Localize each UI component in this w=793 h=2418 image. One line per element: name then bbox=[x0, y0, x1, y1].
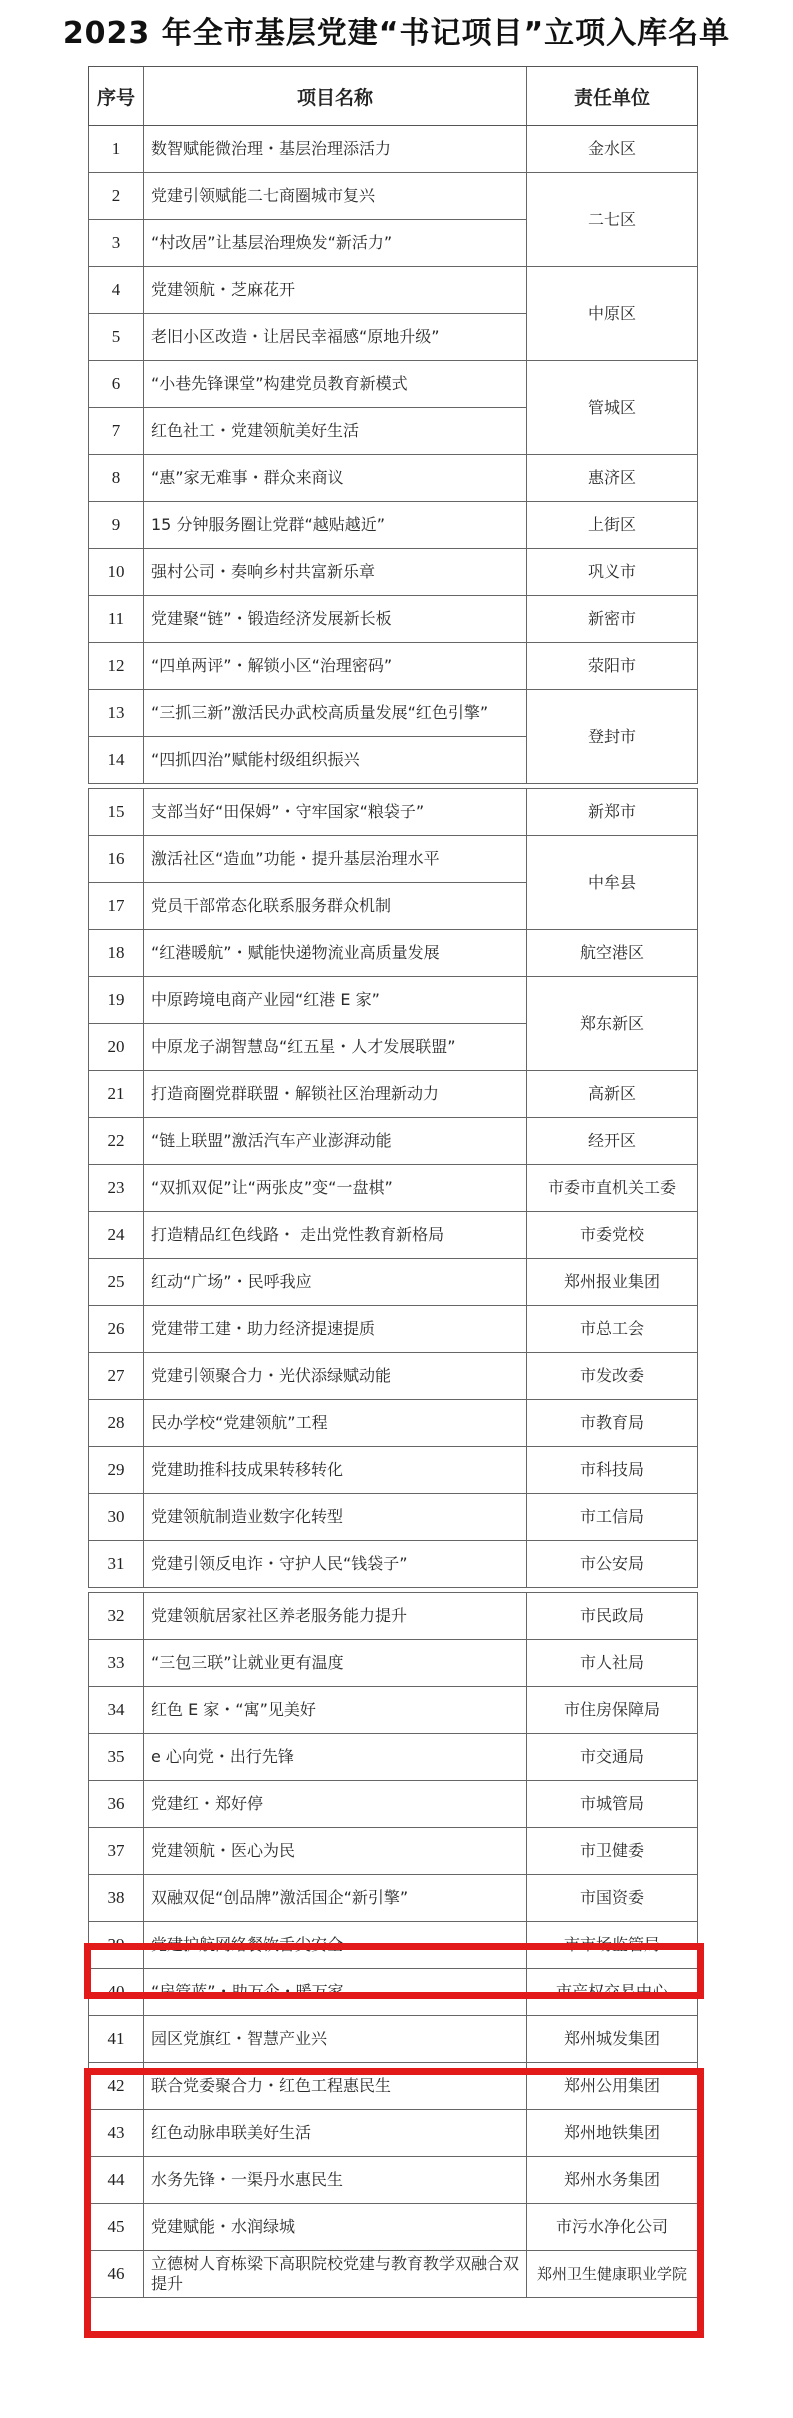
responsible-unit: 惠济区 bbox=[526, 455, 698, 502]
highlight-box-row-38 bbox=[84, 1943, 704, 1999]
responsible-unit: 市城管局 bbox=[526, 1781, 698, 1828]
responsible-unit: 市工信局 bbox=[526, 1494, 698, 1541]
project-number: 3 bbox=[88, 220, 143, 267]
project-name: “链上联盟”激活汽车产业澎湃动能 bbox=[143, 1118, 526, 1165]
project-name: “惠”家无难事・群众来商议 bbox=[143, 455, 526, 502]
project-number: 4 bbox=[88, 267, 143, 314]
responsible-unit: 市公安局 bbox=[526, 1541, 698, 1588]
project-name: 党建领航制造业数字化转型 bbox=[143, 1494, 526, 1541]
project-name: 红动“广场”・民呼我应 bbox=[143, 1259, 526, 1306]
responsible-unit: 新密市 bbox=[526, 596, 698, 643]
project-name: 联合党委聚合力・红色工程惠民生 bbox=[143, 2063, 526, 2110]
section-gap bbox=[88, 784, 698, 789]
project-name: 民办学校“党建领航”工程 bbox=[143, 1400, 526, 1447]
responsible-unit: 郑州卫生健康职业学院 bbox=[526, 2251, 698, 2298]
project-number: 37 bbox=[88, 1828, 143, 1875]
responsible-unit: 中原区 bbox=[526, 267, 698, 361]
project-name: 党建领航居家社区养老服务能力提升 bbox=[143, 1593, 526, 1640]
responsible-unit: 金水区 bbox=[526, 126, 698, 173]
responsible-unit: 市发改委 bbox=[526, 1353, 698, 1400]
responsible-unit: 市委市直机关工委 bbox=[526, 1165, 698, 1212]
project-number: 9 bbox=[88, 502, 143, 549]
project-number: 5 bbox=[88, 314, 143, 361]
project-number: 25 bbox=[88, 1259, 143, 1306]
project-number: 40 bbox=[88, 1969, 143, 2016]
project-name: “四单两评”・解锁小区“治理密码” bbox=[143, 643, 526, 690]
project-name: 党建聚“链”・锻造经济发展新长板 bbox=[143, 596, 526, 643]
project-name: 党建领航・医心为民 bbox=[143, 1828, 526, 1875]
project-name: 红色 E 家・“寓”见美好 bbox=[143, 1687, 526, 1734]
header-no: 序号 bbox=[89, 67, 144, 125]
project-number: 22 bbox=[88, 1118, 143, 1165]
responsible-unit: 航空港区 bbox=[526, 930, 698, 977]
responsible-unit: 管城区 bbox=[526, 361, 698, 455]
responsible-unit: 市产权交易中心 bbox=[526, 1969, 698, 2016]
responsible-unit: 郑州公用集团 bbox=[526, 2063, 698, 2110]
project-name: 党建带工建・助力经济提速提质 bbox=[143, 1306, 526, 1353]
project-number: 38 bbox=[88, 1875, 143, 1922]
project-number: 28 bbox=[88, 1400, 143, 1447]
project-name: 党建领航・芝麻花开 bbox=[143, 267, 526, 314]
project-number: 20 bbox=[88, 1024, 143, 1071]
project-name: 党建护航网络餐饮舌尖安全 bbox=[143, 1922, 526, 1969]
responsible-unit: 市住房保障局 bbox=[526, 1687, 698, 1734]
project-name: 党建引领聚合力・光伏添绿赋动能 bbox=[143, 1353, 526, 1400]
project-number: 17 bbox=[88, 883, 143, 930]
project-name: 水务先锋・一渠丹水惠民生 bbox=[143, 2157, 526, 2204]
project-number: 44 bbox=[88, 2157, 143, 2204]
project-name: e 心向党・出行先锋 bbox=[143, 1734, 526, 1781]
project-name: 园区党旗红・智慧产业兴 bbox=[143, 2016, 526, 2063]
project-number: 1 bbox=[88, 126, 143, 173]
project-number: 16 bbox=[88, 836, 143, 883]
project-name: 立德树人育栋梁下高职院校党建与教育教学双融合双提升 bbox=[143, 2251, 526, 2298]
project-name: 老旧小区改造・让居民幸福感“原地升级” bbox=[143, 314, 526, 361]
responsible-unit: 二七区 bbox=[526, 173, 698, 267]
project-name: “房管蓝”・助万企・暖万家 bbox=[143, 1969, 526, 2016]
project-number: 29 bbox=[88, 1447, 143, 1494]
project-name: 中原龙子湖智慧岛“红五星・人才发展联盟” bbox=[143, 1024, 526, 1071]
project-name: “红港暖航”・赋能快递物流业高质量发展 bbox=[143, 930, 526, 977]
responsible-unit: 市国资委 bbox=[526, 1875, 698, 1922]
project-number: 6 bbox=[88, 361, 143, 408]
responsible-unit: 市委党校 bbox=[526, 1212, 698, 1259]
project-name: 打造精品红色线路・ 走出党性教育新格局 bbox=[143, 1212, 526, 1259]
section-gap bbox=[88, 1588, 698, 1593]
project-number: 8 bbox=[88, 455, 143, 502]
project-name: “四抓四治”赋能村级组织振兴 bbox=[143, 737, 526, 784]
project-number: 26 bbox=[88, 1306, 143, 1353]
table-header bbox=[88, 66, 698, 126]
responsible-unit: 市卫健委 bbox=[526, 1828, 698, 1875]
project-name: 党建赋能・水润绿城 bbox=[143, 2204, 526, 2251]
responsible-unit: 中牟县 bbox=[526, 836, 698, 930]
project-number: 41 bbox=[88, 2016, 143, 2063]
project-name: “村改居”让基层治理焕发“新活力” bbox=[143, 220, 526, 267]
project-name: 党建引领反电诈・守护人民“钱袋子” bbox=[143, 1541, 526, 1588]
project-number: 23 bbox=[88, 1165, 143, 1212]
project-name: 党建引领赋能二七商圈城市复兴 bbox=[143, 173, 526, 220]
project-number: 30 bbox=[88, 1494, 143, 1541]
project-number: 27 bbox=[88, 1353, 143, 1400]
project-number: 13 bbox=[88, 690, 143, 737]
project-name: 红色动脉串联美好生活 bbox=[143, 2110, 526, 2157]
responsible-unit: 市污水净化公司 bbox=[526, 2204, 698, 2251]
responsible-unit: 经开区 bbox=[526, 1118, 698, 1165]
project-number: 31 bbox=[88, 1541, 143, 1588]
responsible-unit: 市交通局 bbox=[526, 1734, 698, 1781]
project-number: 45 bbox=[88, 2204, 143, 2251]
project-name: 双融双促“创品牌”激活国企“新引擎” bbox=[143, 1875, 526, 1922]
responsible-unit: 上街区 bbox=[526, 502, 698, 549]
project-name: 党建红・郑好停 bbox=[143, 1781, 526, 1828]
responsible-unit: 郑州城发集团 bbox=[526, 2016, 698, 2063]
header-name: 项目名称 bbox=[144, 67, 527, 125]
project-number: 21 bbox=[88, 1071, 143, 1118]
project-name: 打造商圈党群联盟・解锁社区治理新动力 bbox=[143, 1071, 526, 1118]
responsible-unit: 市教育局 bbox=[526, 1400, 698, 1447]
project-number: 10 bbox=[88, 549, 143, 596]
project-name: 激活社区“造血”功能・提升基层治理水平 bbox=[143, 836, 526, 883]
project-number: 46 bbox=[88, 2251, 143, 2298]
project-name: 数智赋能微治理・基层治理添活力 bbox=[143, 126, 526, 173]
project-name: “三抓三新”激活民办武校高质量发展“红色引擎” bbox=[143, 690, 526, 737]
responsible-unit: 郑州地铁集团 bbox=[526, 2110, 698, 2157]
project-name: “双抓双促”让“两张皮”变“一盘棋” bbox=[143, 1165, 526, 1212]
responsible-unit: 市总工会 bbox=[526, 1306, 698, 1353]
project-number: 43 bbox=[88, 2110, 143, 2157]
responsible-unit: 郑东新区 bbox=[526, 977, 698, 1071]
project-name: 15 分钟服务圈让党群“越贴越近” bbox=[143, 502, 526, 549]
project-number: 18 bbox=[88, 930, 143, 977]
responsible-unit: 郑州水务集团 bbox=[526, 2157, 698, 2204]
project-number: 11 bbox=[88, 596, 143, 643]
project-number: 12 bbox=[88, 643, 143, 690]
project-name: 党员干部常态化联系服务群众机制 bbox=[143, 883, 526, 930]
project-number: 33 bbox=[88, 1640, 143, 1687]
responsible-unit: 荥阳市 bbox=[526, 643, 698, 690]
project-number: 19 bbox=[88, 977, 143, 1024]
project-name: 党建助推科技成果转移转化 bbox=[143, 1447, 526, 1494]
responsible-unit: 市民政局 bbox=[526, 1593, 698, 1640]
header-unit: 责任单位 bbox=[573, 86, 650, 109]
responsible-unit: 郑州报业集团 bbox=[526, 1259, 698, 1306]
project-number: 7 bbox=[88, 408, 143, 455]
project-number: 2 bbox=[88, 173, 143, 220]
project-name: “三包三联”让就业更有温度 bbox=[143, 1640, 526, 1687]
project-name: 强村公司・奏响乡村共富新乐章 bbox=[143, 549, 526, 596]
project-number: 34 bbox=[88, 1687, 143, 1734]
project-name: 红色社工・党建领航美好生活 bbox=[143, 408, 526, 455]
project-number: 36 bbox=[88, 1781, 143, 1828]
project-number: 35 bbox=[88, 1734, 143, 1781]
responsible-unit: 市人社局 bbox=[526, 1640, 698, 1687]
responsible-unit: 登封市 bbox=[526, 690, 698, 784]
project-number: 32 bbox=[88, 1593, 143, 1640]
project-name: “小巷先锋课堂”构建党员教育新模式 bbox=[143, 361, 526, 408]
project-number: 14 bbox=[88, 737, 143, 784]
responsible-unit: 高新区 bbox=[526, 1071, 698, 1118]
responsible-unit: 市科技局 bbox=[526, 1447, 698, 1494]
project-number: 42 bbox=[88, 2063, 143, 2110]
highlight-box-rows-41-45 bbox=[84, 2068, 704, 2338]
responsible-unit: 新郑市 bbox=[526, 789, 698, 836]
document-title: 2023 年全市基层党建“书记项目”立项入库名单 bbox=[62, 16, 731, 51]
project-name: 中原跨境电商产业园“红港 E 家” bbox=[143, 977, 526, 1024]
responsible-unit: 巩义市 bbox=[526, 549, 698, 596]
project-name: 支部当好“田保姆”・守牢国家“粮袋子” bbox=[143, 789, 526, 836]
project-number: 15 bbox=[88, 789, 143, 836]
project-number: 24 bbox=[88, 1212, 143, 1259]
project-number: 39 bbox=[88, 1922, 143, 1969]
responsible-unit: 市市场监管局 bbox=[526, 1922, 698, 1969]
